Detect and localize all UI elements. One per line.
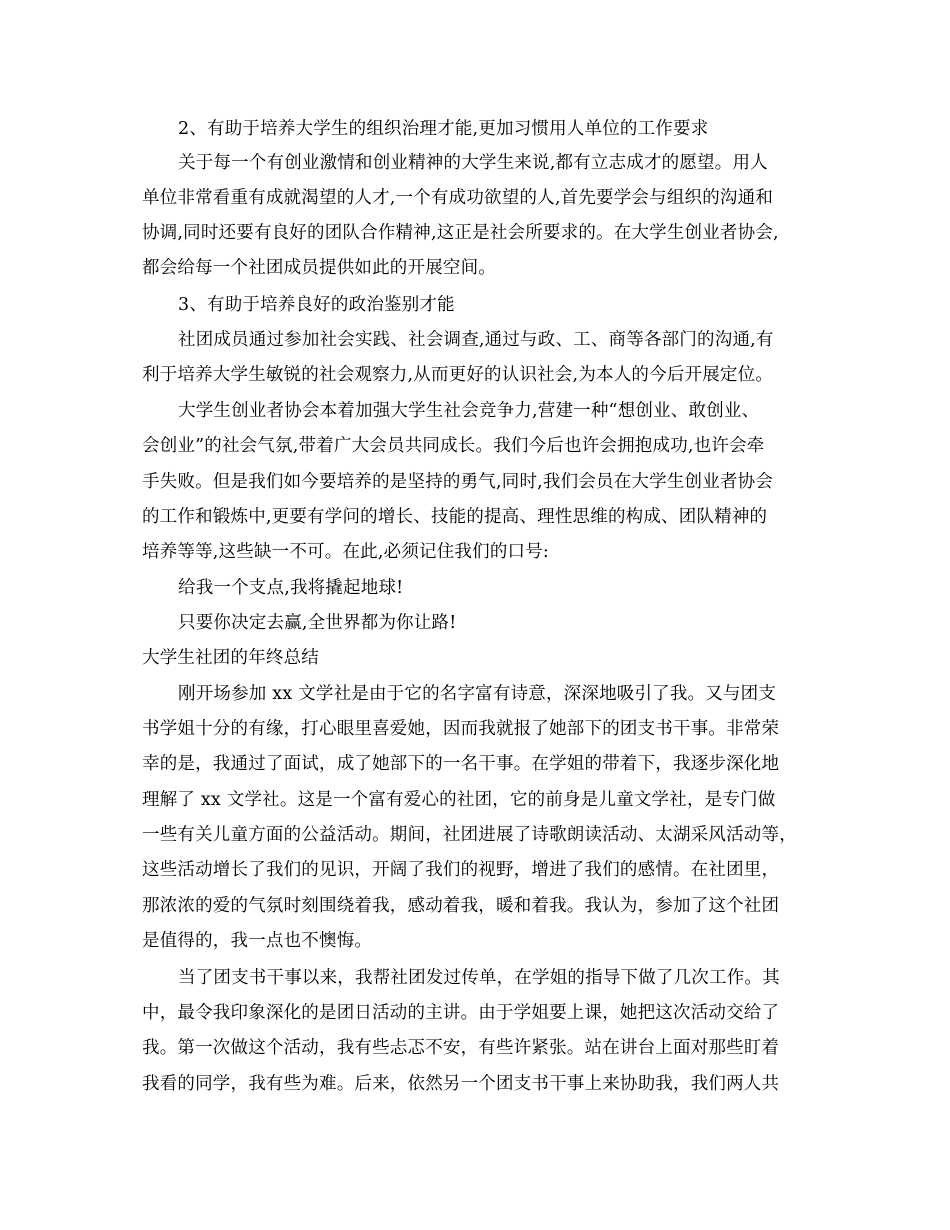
paragraph-line: 都会给每一个社团成员提供如此的开展空间。 [142,258,496,278]
heading-2: 2、有助于培养大学生的组织治理才能,更加习惯用人单位的工作要求 [178,119,709,139]
paragraph-line: 社团成员通过参加社会实践、社会调查,通过与政、工、商等各部门的沟通,有 [178,330,774,350]
paragraph-line: 的工作和锻炼中,更要有学问的增长、技能的提高、理性思维的构成、团队精神的 [142,507,768,527]
paragraph-line: 一些有关儿童方面的公益活动。期间，社团进展了诗歌朗读活动、太湖采风活动等， [142,825,797,845]
paragraph-line: 协调,同时还要有良好的团队合作精神,这正是社会所要求的。在大学生创业者协会, [142,223,779,243]
paragraph-line: 单位非常看重有成就渴望的人才,一个有成功欲望的人,首先要学会与组织的沟通和 [142,188,774,208]
paragraph-line: 中，最令我印象深化的是团日活动的主讲。由于学姐要上课，她把这次活动交给了 [142,1003,780,1023]
paragraph-line: 大学生创业者协会本着加强大学生社会竞争力,营建一种“想创业、敢创业、 [178,401,760,421]
paragraph-line: 我看的同学，我有些为难。后来，依然另一个团支书干事上来协助我，我们两人共 [142,1074,780,1094]
paragraph-line: 当了团支书干事以来，我帮社团发过传单，在学姐的指导下做了几次工作。其 [178,968,780,988]
paragraph-line: 那浓浓的爱的气氛时刻围绕着我，感动着我，暖和着我。我认为，参加了这个社团 [142,896,780,916]
paragraph-line: 我。第一次做这个活动，我有些忐忑不安，有些许紧张。站在讲台上面对那些盯着 [142,1038,780,1058]
slogan-line: 只要你决定去赢,全世界都为你让路! [178,613,457,633]
paragraph-line: 利于培养大学生敏锐的社会观察力,从而更好的认识社会,为本人的今后开展定位。 [142,365,774,385]
paragraph-line: 培养等等,这些缺一不可。在此,必须记住我们的口号: [142,542,550,562]
paragraph-line: 理解了 xx 文学社。这是一个富有爱心的社团，它的前身是儿童文学社，是专门做 [142,790,776,810]
paragraph-line: 是值得的，我一点也不懊悔。 [142,931,373,951]
paragraph-line: 幸的是，我通过了面试，成了她部下的一名干事。在学姐的带着下，我逐步深化地 [142,754,780,774]
paragraph-line: 刚开场参加 xx 文学社是由于它的名字富有诗意，深深地吸引了我。又与团支 [178,684,777,704]
slogan-line: 给我一个支点,我将撬起地球! [178,578,404,598]
paragraph-line: 书学姐十分的有缘，打心眼里喜爱她，因而我就报了她部下的团支书干事。非常荣 [142,719,780,739]
heading-3: 3、有助于培养良好的政治鉴别才能 [178,295,455,315]
paragraph-line: 这些活动增长了我们的见识，开阔了我们的视野，增进了我们的感情。在社团里， [142,860,780,880]
section-title: 大学生社团的年终总结 [142,648,319,668]
paragraph-line: 关于每一个有创业激情和创业精神的大学生来说,都有立志成才的愿望。用人 [178,153,768,173]
paragraph-line: 手失败。但是我们如今要培养的是坚持的勇气,同时,我们会员在大学生创业者协会 [142,472,774,492]
paragraph-line: 会创业”的社会气氛,带着广大会员共同成长。我们今后也许会拥抱成功,也许会牵 [142,436,765,456]
